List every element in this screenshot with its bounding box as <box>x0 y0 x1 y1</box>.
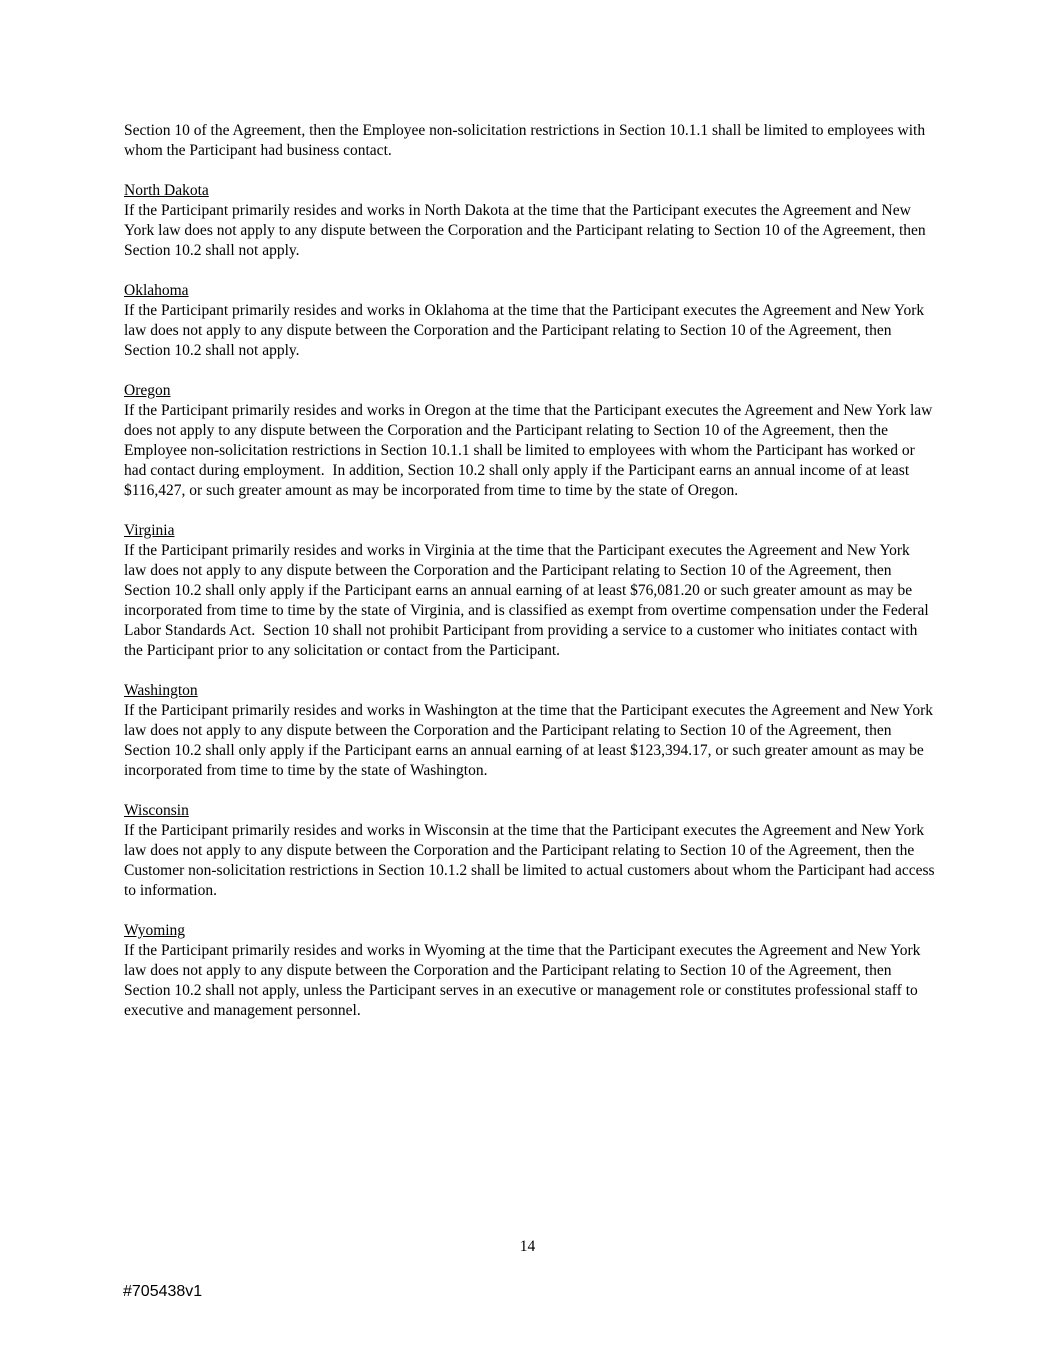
section-heading-row <box>124 801 936 821</box>
page-number: 14 <box>519 1238 536 1255</box>
document-id: #705438v1 <box>123 1283 203 1300</box>
section-heading-virginia: Virginia <box>124 522 175 539</box>
section-heading-row <box>124 381 936 401</box>
section-body-oregon: If the Participant primarily resides and works in Oregon at the time that the Participant executes the Agreement and New York law does not apply to any dispute between the Corporation and the Participant relating to Section 10 of the Agreement, then the Employee non-solicitation restrictions in Section 10.1.1 shall be limited to employees with whom the Participant has worked or had contact during employment. In addition, Section 10.2 shall only apply if the Participant earns an annual income of at least $116,427, or such greater amount as may be incorporated from time to time by the state of Oregon. <box>124 402 937 499</box>
section-heading-oregon: Oregon <box>124 382 171 399</box>
continuation-paragraph: Section 10 of the Agreement, then the Employee non-solicitation restrictions in Section 10.1.1 shall be limited to employees with whom the Participant had business contact. <box>124 122 929 159</box>
section-heading-row <box>124 181 936 201</box>
section-washington <box>124 681 936 781</box>
section-heading-wyoming: Wyoming <box>124 922 186 939</box>
document-body <box>124 121 939 1021</box>
section-body-wisconsin: If the Participant primarily resides and works in Wisconsin at the time that the Participant executes the Agreement and New York law does not apply to any dispute between the Corporation and the Participant relating to Section 10 of the Agreement, then the Customer non-solicitation restrictions in Section 10.1.2 shall be limited to actual customers about whom the Participant had access to information. <box>124 822 939 899</box>
section-north-dakota <box>124 181 936 261</box>
section-body-north-dakota: If the Participant primarily resides and works in North Dakota at the time that the Participant executes the Agreement and New York law does not apply to any dispute between the Corporation and the Participant relating to Section 10 of the Agreement, then Section 10.2 shall not apply. <box>124 202 930 259</box>
section-heading-washington: Washington <box>124 682 198 699</box>
section-heading-row <box>124 921 936 941</box>
section-heading-wisconsin: Wisconsin <box>124 802 189 819</box>
section-heading-row <box>124 681 936 701</box>
section-body-oklahoma: If the Participant primarily resides and works in Oklahoma at the time that the Participant executes the Agreement and New York law does not apply to any dispute between the Corporation and the Participant relating to Section 10 of the Agreement, then Section 10.2 shall not apply. <box>124 302 929 359</box>
section-oklahoma <box>124 281 936 361</box>
section-body-washington: If the Participant primarily resides and works in Washington at the time that the Participant executes the Agreement and New York law does not apply to any dispute between the Corporation and the Participant relating to Section 10 of the Agreement, then Section 10.2 shall only apply if the Participant earns an annual earning of at least $123,394.17, or such greater amount as may be incorporated from time to time by the state of Washington. <box>124 702 937 779</box>
section-virginia <box>124 521 936 661</box>
section-body-wyoming: If the Participant primarily resides and works in Wyoming at the time that the Participant executes the Agreement and New York law does not apply to any dispute between the Corporation and the Participant relating to Section 10 of the Agreement, then Section 10.2 shall not apply, unless the Participant serves in an executive or management role or constitutes professional staff to executive and management personnel. <box>124 942 925 1019</box>
section-body-virginia: If the Participant primarily resides and works in Virginia at the time that the Participant executes the Agreement and New York law does not apply to any dispute between the Corporation and the Participant relating to Section 10 of the Agreement, then Section 10.2 shall only apply if the Participant earns an annual earning of at least $76,081.20 or such greater amount as may be incorporated from time to time by the state of Virginia, and is classified as exempt from overtime compensation under the Federal Labor Standards Act. Section 10 shall not prohibit Participant from providing a service to a customer who initiates contact with the Participant prior to any solicitation or contact from the Participant. <box>124 542 933 659</box>
section-heading-row <box>124 521 936 541</box>
section-wisconsin <box>124 801 939 901</box>
section-heading-row <box>124 281 936 301</box>
section-oregon <box>124 381 936 501</box>
section-heading-oklahoma: Oklahoma <box>124 282 189 299</box>
section-wyoming <box>124 921 936 1021</box>
section-heading-north-dakota: North Dakota <box>124 182 209 199</box>
